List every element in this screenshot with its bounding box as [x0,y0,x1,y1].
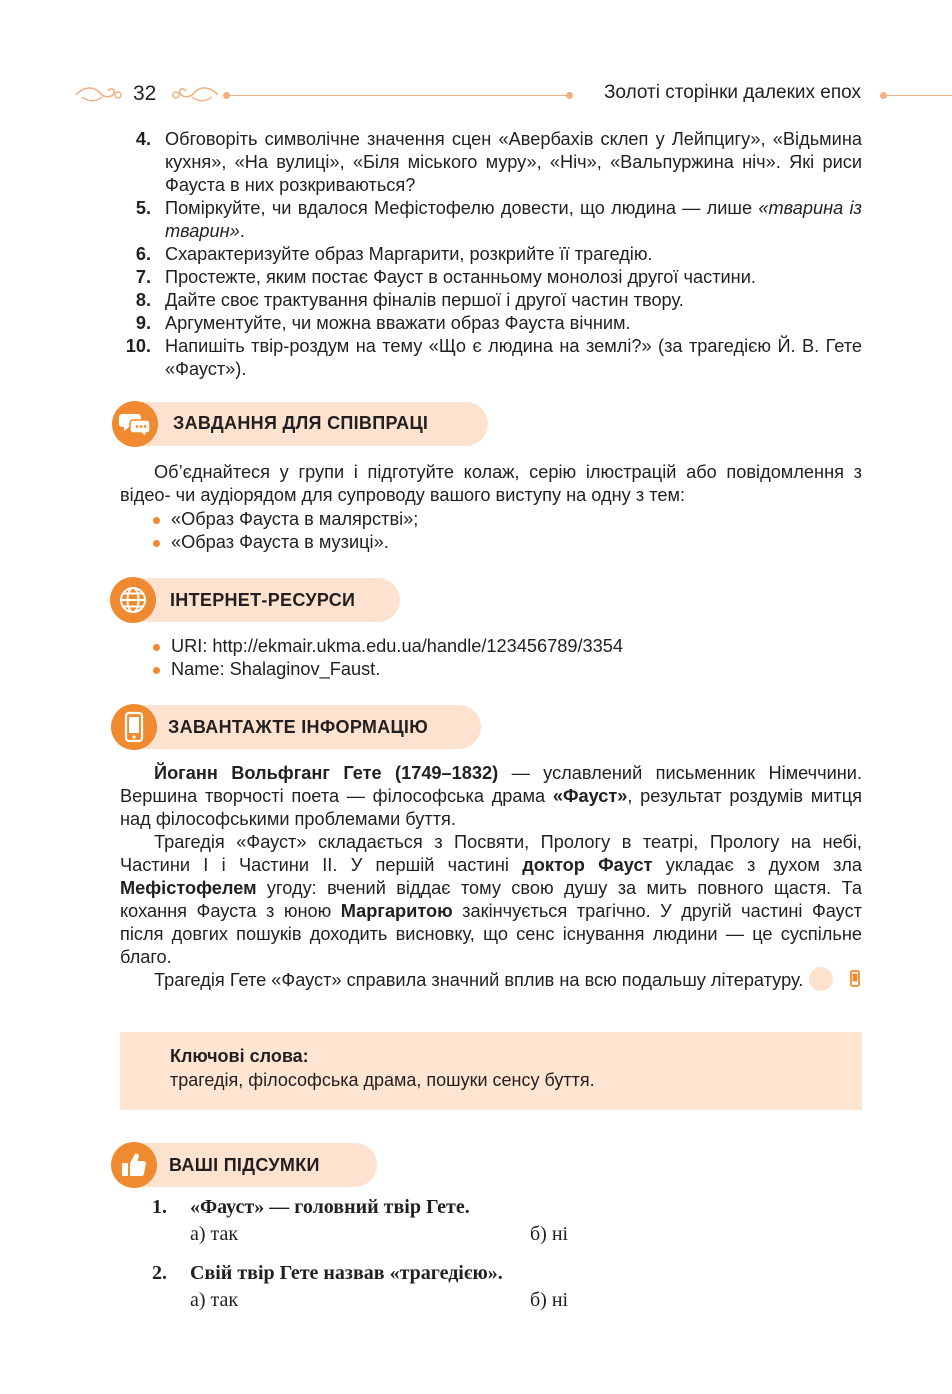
summary-title: ВАШІ ПІДСУМКИ [169,1155,320,1175]
quiz-question-text: «Фауст» — головний твір Гете. [190,1196,470,1218]
header-dot [880,92,887,99]
ornament-left-icon [74,84,124,106]
quiz-question-text: Свій твір Гете назвав «трагедією». [190,1262,503,1284]
question-number: 7. [135,267,151,287]
resource-name: Name: Shalaginov_Faust. [152,658,623,681]
page-number: 32 [133,82,157,105]
answer-option-b[interactable]: б) ні [530,1223,569,1245]
resource-link[interactable]: URI: http://ekmair.ukma.edu.ua/handle/123456789/3354 [152,635,623,658]
question-text: Напишіть твір-роздум на тему «Що є людина на землі?» (за трагедією Й. В. Гете «Фауст»). [165,336,862,379]
list-item [117,289,862,312]
smartphone-icon [809,967,833,991]
question-number: 8. [135,290,151,310]
bold-term: доктор Фауст [522,855,653,875]
ornament-right-icon [170,84,220,106]
bold-term: Йоганн Вольфганг Гете (1749–1832) [154,763,499,783]
quiz-number: 1. [152,1196,167,1218]
cooperation-topics [152,508,418,554]
question-text-part: . [239,221,245,241]
paragraph-text: угоду: вчений віддає тому свою душу за мить повного щастя. Та кохання Фауста з юною [120,878,862,921]
keywords-text: трагедія, філософська драма, пошуки сенсу буття. [170,1070,595,1090]
question-list [117,128,862,381]
bold-term: Маргаритою [340,901,453,921]
answer-option-b[interactable]: б) ні [530,1289,569,1311]
keywords-box [120,1032,862,1110]
list-item [117,197,862,243]
paragraph-text: закінчується трагічно. У другій частині Фауст після довгих пошуків доходить висновку, що сенс існування людини — це суспільне благо. [120,901,862,967]
download-paragraph-2 [120,831,862,969]
header-rule [887,95,952,96]
question-text-italic: «тварина із тварин» [165,198,862,241]
chat-bubbles-icon [112,401,158,447]
list-item [117,335,862,381]
header-rule [230,95,568,96]
quiz-item [152,1196,712,1262]
list-item [117,128,862,197]
question-number: 6. [135,244,151,264]
page-header [0,78,952,114]
download-paragraph-3 [120,969,862,993]
cooperation-text: Об’єднайтеся у групи і підготуйте колаж, серію ілюстрацій або повідомлення з відео- чи аудіорядом для супроводу вашого виступу на одну з тем: [120,462,862,505]
question-text: Простежте, яким постає Фауст в останньому монолозі другої частини. [165,267,756,287]
paragraph-text: — уславлений письменник Німеччини. Вершина творчості поета — філософська драма [120,763,863,806]
answer-option-a[interactable]: а) так [190,1289,239,1311]
bold-term: Мефістофелем [120,878,257,898]
download-paragraph-1 [120,762,862,831]
list-item [117,243,862,266]
answer-option-a[interactable]: а) так [190,1223,239,1245]
question-number: 9. [135,313,151,333]
paragraph-text: укладає з духом зла [652,855,862,875]
header-dot [223,92,230,99]
running-title: Золоті сторінки далеких епох [603,82,861,103]
list-item: «Образ Фауста в музиці». [152,531,418,554]
question-text: Дайте своє трактування фіналів першої і другої частин твору. [165,290,684,310]
question-number: 4. [135,129,151,149]
paragraph-text: Трагедія Гете «Фауст» справила значний вплив на всю подальшу літературу. [154,970,804,990]
list-item [117,266,862,289]
question-text: Схарактеризуйте образ Маргарити, розкрийте її трагедію. [165,244,653,264]
quiz-question [152,1262,503,1285]
quiz-number: 2. [152,1262,167,1284]
thumbs-up-icon [111,1142,157,1188]
question-text: Обговоріть символічне значення сцен «Авербахів склеп у Лейпцигу», «Відьмина кухня», «На вулиці», «Біля міського муру», «Ніч», «Вальпуржина ніч». Які риси Фауста в них розкриваються? [165,129,862,195]
question-text: Аргументуйте, чи можна вважати образ Фауста вічним. [165,313,631,333]
list-item [117,312,862,335]
question-text-part: Поміркуйте, чи вдалося Мефістофелю довести, що людина — лише [165,198,759,218]
list-item: «Образ Фауста в малярстві»; [152,508,418,531]
question-number: 10. [125,336,151,356]
cooperation-title: ЗАВДАННЯ ДЛЯ СПІВПРАЦІ [173,413,429,433]
internet-links [152,635,623,681]
bold-term: «Фауст» [552,786,628,806]
paragraph-text: , результат роздумів митця над філософськими проблемами буття. [120,786,862,829]
globe-icon [110,577,156,623]
header-dot [566,92,573,99]
download-title: ЗАВАНТАЖТЕ ІНФОРМАЦІЮ [168,717,429,737]
quiz-item [152,1262,712,1328]
internet-title: ІНТЕРНЕТ-РЕСУРСИ [170,590,356,610]
keywords-title: Ключові слова: [170,1046,309,1066]
paragraph-text: Трагедія «Фауст» складається з Посвяти, Прологу в театрі, Прологу на небі, Частини І і Частини ІІ. У першій частині [120,832,862,875]
quiz [152,1196,712,1328]
question-text [165,197,862,243]
question-number: 5. [135,198,151,218]
smartphone-icon [111,704,157,750]
quiz-question [152,1196,470,1219]
